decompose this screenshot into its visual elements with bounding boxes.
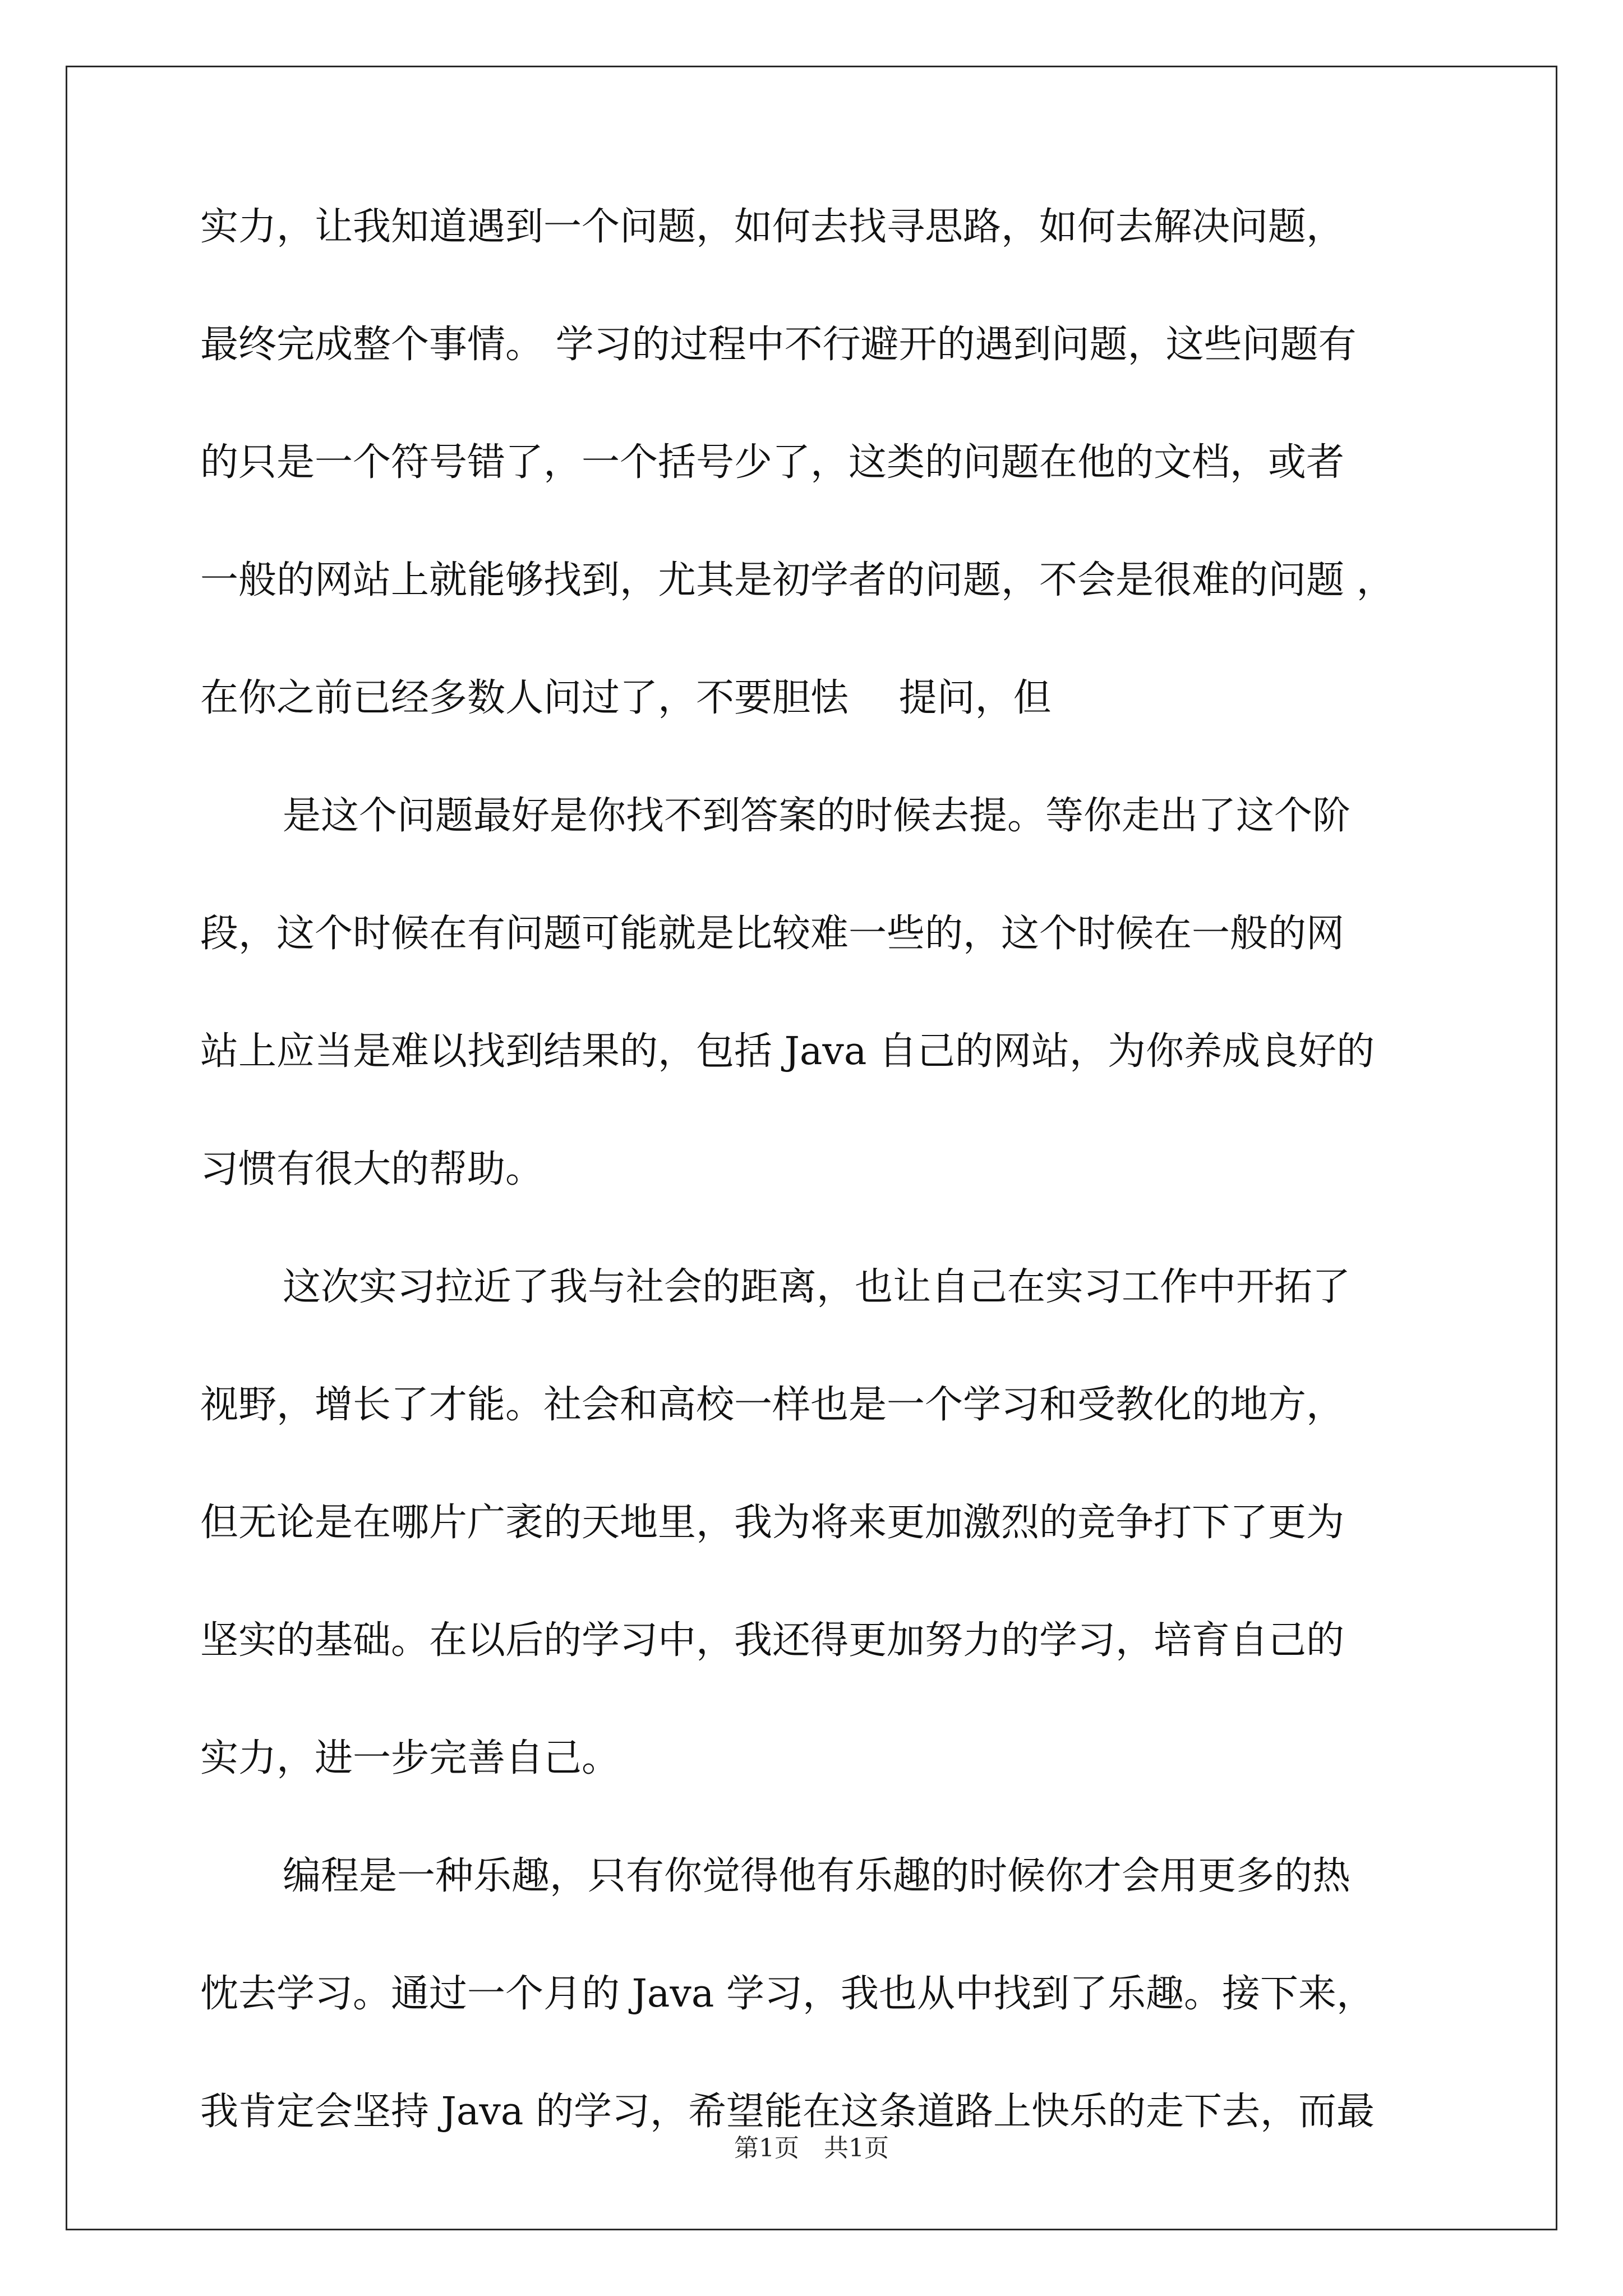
text-line: 的只是一个符号错了，一个括号少了，这类的问题在他的文档，或者 xyxy=(200,440,1345,485)
text-line: 实力，让我知道遇到一个问题，如何去找寻思路，如何去解决问题， xyxy=(200,205,1345,249)
text-line: 但无论是在哪片广袤的天地里，我为将来更加激烈的竞争打下了更为 xyxy=(200,1501,1345,1545)
paragraph-first-line: 编程是一种乐趣，只有你觉得他有乐趣的时候你才会用更多的热 xyxy=(283,1854,1351,1898)
text-line: 一般的网站上就能够找到，尤其是初学者的问题，不会是很难的问题 ， xyxy=(200,558,1395,602)
paragraph-first-line: 这次实习拉近了我与社会的距离，也让自己在实习工作中开拓了 xyxy=(283,1265,1351,1309)
paragraph-first-line: 是这个问题最好是你找不到答案的时候去提。等你走出了这个阶 xyxy=(283,794,1351,838)
text-line: 站上应当是难以找到结果的，包括 Java 自己的网站，为你养成良好的 xyxy=(200,1029,1375,1074)
text-line: 最终完成整个事情。 学习的过程中不行避开的遇到问题，这些问题有 xyxy=(200,323,1357,367)
text-line: 我肯定会坚持 Java 的学习，希望能在这条道路上快乐的走下去，而最 xyxy=(200,2090,1375,2134)
text-line: 在你之前已经多数人问过了，不要胆怯 提问，但 xyxy=(200,676,1052,720)
page-number-footer: 第1页 共1页 xyxy=(734,2134,889,2162)
text-line: 实力，进一步完善自己。 xyxy=(200,1736,620,1780)
text-line: 习惯有很大的帮助。 xyxy=(200,1147,544,1191)
text-line: 段，这个时候在有问题可能就是比较难一些的，这个时候在一般的网 xyxy=(200,912,1345,956)
text-line: 视野，增长了才能。社会和高校一样也是一个学习和受教化的地方， xyxy=(200,1383,1345,1427)
text-line: 忱去学习。通过一个月的 Java 学习，我也从中找到了乐趣。接下来， xyxy=(200,1972,1375,2016)
text-line: 坚实的基础。在以后的学习中，我还得更加努力的学习，培育自己的 xyxy=(200,1618,1345,1663)
